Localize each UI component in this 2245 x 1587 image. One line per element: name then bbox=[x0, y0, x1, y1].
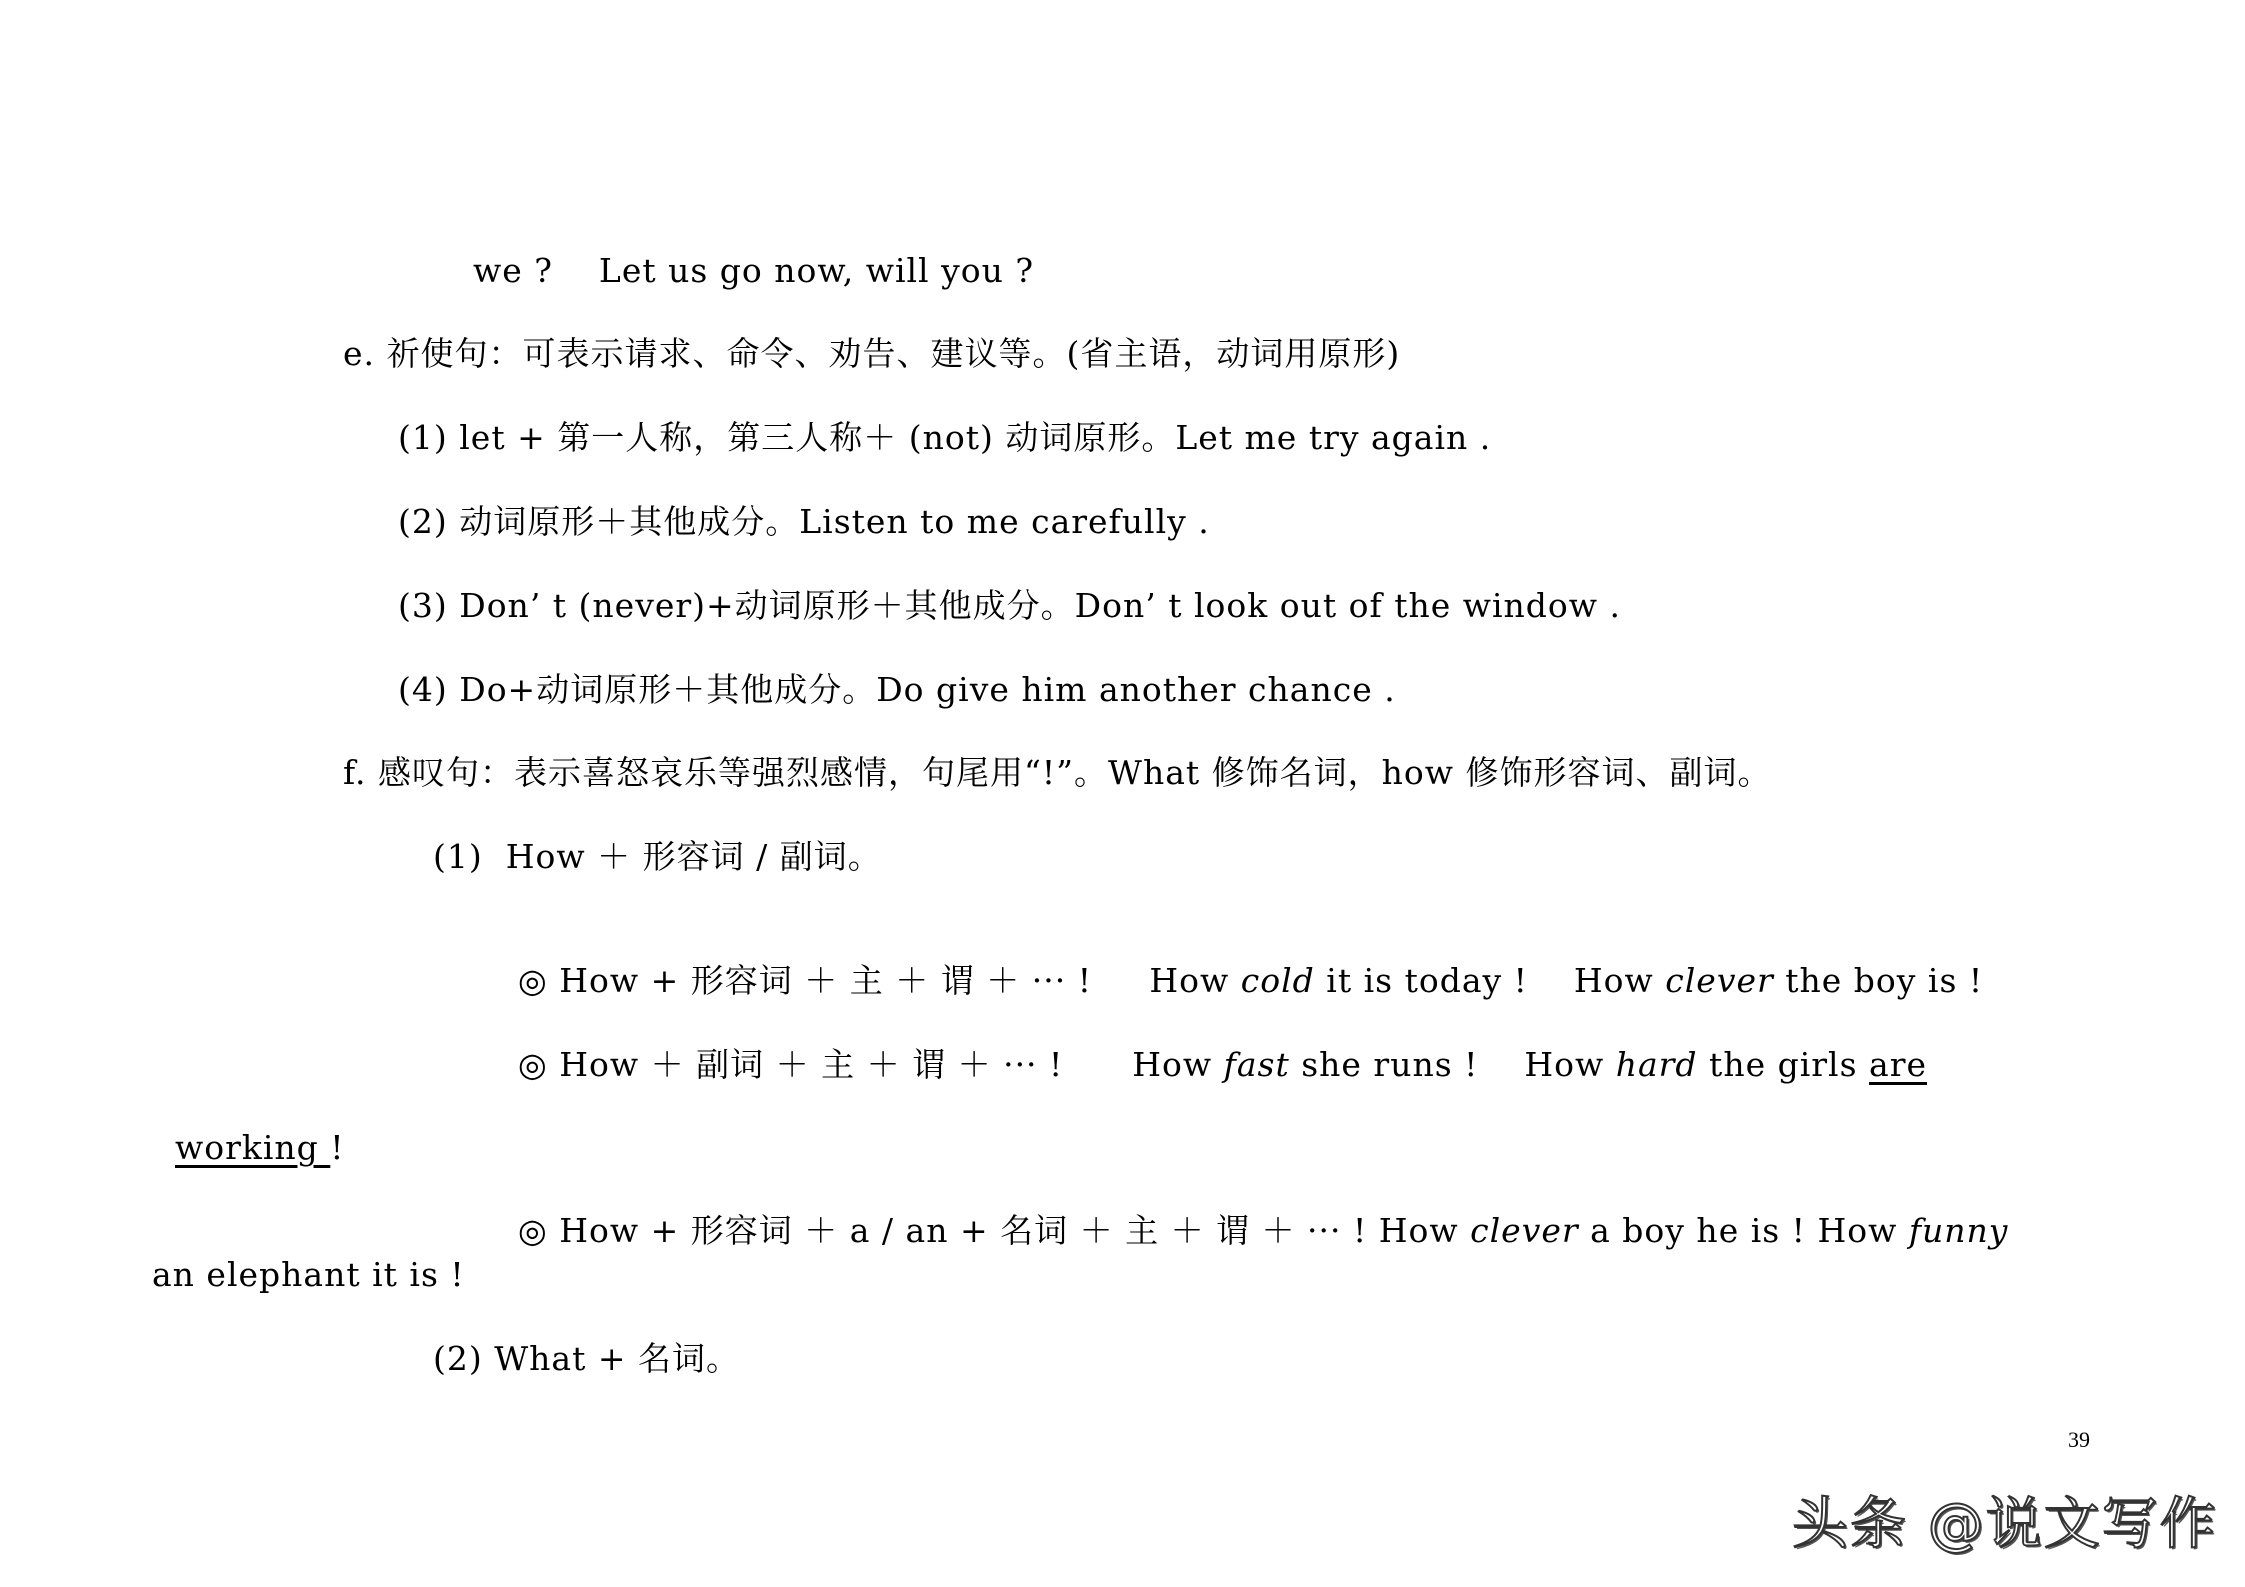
example-how-adjective bbox=[495, 921, 1983, 1001]
subheading-how: (1) How ＋ 形容词 / 副词。 bbox=[433, 837, 882, 876]
example-text: the girls bbox=[1697, 1045, 1870, 1084]
example-how-adverb-continued bbox=[152, 1088, 345, 1168]
rule-4-do: (4) Do+动词原形＋其他成分。Do give him another chance . bbox=[398, 670, 1396, 709]
example-text: ◎ How ＋ 副词 ＋ 主 ＋ 谓 ＋ ··· ! How bbox=[517, 1045, 1224, 1084]
rule-1-let: (1) let + 第一人称，第三人称＋ (not) 动词原形。Let me try again . bbox=[398, 418, 1492, 457]
heading-imperative: e. 祈使句：可表示请求、命令、劝告、建议等。(省主语，动词用原形) bbox=[343, 334, 1401, 373]
example-italic-word: clever bbox=[1665, 961, 1774, 1000]
example-how-adverb bbox=[495, 1005, 1927, 1085]
example-italic-word: clever bbox=[1470, 1211, 1579, 1250]
example-underlined-word: working bbox=[174, 1128, 331, 1167]
example-how-noun-continued: an elephant it is ! bbox=[152, 1255, 465, 1294]
example-text: ◎ How + 形容词 ＋ a / an + 名词 ＋ 主 ＋ 谓 ＋ ··· ! How bbox=[517, 1211, 1471, 1250]
example-italic-word: funny bbox=[1908, 1211, 2009, 1250]
subheading-what: (2) What + 名词。 bbox=[433, 1339, 740, 1378]
heading-exclamatory: f. 感叹句：表示喜怒哀乐等强烈感情，句尾用“!”。What 修饰名词，how 修饰形容词、副词。 bbox=[343, 753, 1772, 792]
example-text: ! bbox=[330, 1128, 345, 1167]
example-italic-word: cold bbox=[1240, 961, 1315, 1000]
example-how-noun bbox=[495, 1171, 2008, 1251]
watermark: 头条 @说文写作 bbox=[1792, 1492, 2218, 1557]
example-text: it is today ! How bbox=[1314, 961, 1666, 1000]
rule-2-verb: (2) 动词原形＋其他成分。Listen to me carefully . bbox=[398, 502, 1210, 541]
example-underlined-word: are bbox=[1869, 1045, 1928, 1084]
rule-3-dont: (3) Don’ t (never)+动词原形＋其他成分。Don’ t look out of the window . bbox=[398, 586, 1622, 625]
example-text: the boy is ! bbox=[1773, 961, 1984, 1000]
example-italic-word: fast bbox=[1223, 1045, 1290, 1084]
example-text: she runs ! How bbox=[1289, 1045, 1616, 1084]
example-text: ◎ How + 形容词 ＋ 主 ＋ 谓 ＋ ··· ! How bbox=[517, 961, 1241, 1000]
line-tag-question: we ? Let us go now, will you ? bbox=[473, 251, 1035, 290]
example-italic-word: hard bbox=[1615, 1045, 1698, 1084]
page-number: 39 bbox=[2068, 1427, 2090, 1452]
example-text: a boy he is ! How bbox=[1578, 1211, 1909, 1250]
